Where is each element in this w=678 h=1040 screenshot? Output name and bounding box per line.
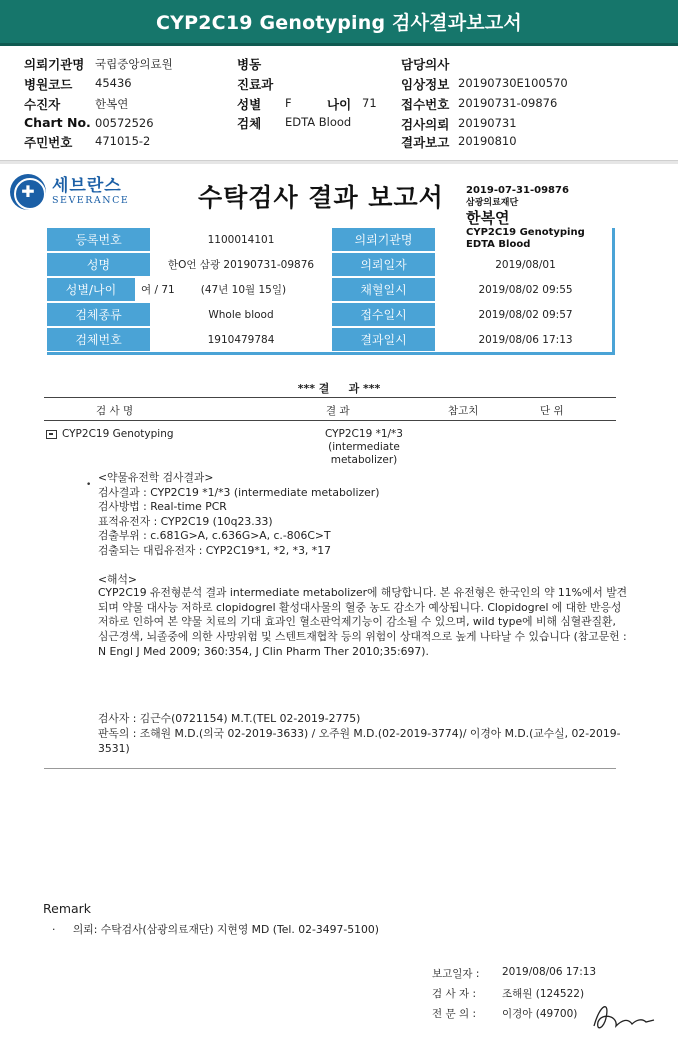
row-result-line: (intermediate	[328, 441, 400, 453]
patient-info-table	[47, 228, 612, 352]
department-label: 진료과	[237, 77, 274, 92]
resident-no-label: 주민번호	[24, 135, 73, 150]
pgx-line: 검사결과 : CYP2C19 *1/*3 (intermediate metabolizer)	[98, 485, 380, 499]
clinical-info-value: 20190730E100570	[458, 76, 568, 90]
receipt-no-value: 20190731-09876	[458, 96, 558, 110]
patient-value: 한복연	[95, 97, 129, 111]
results-heading: *** 결 과 ***	[297, 382, 381, 395]
specimen-no-value: 1910479784	[207, 333, 275, 346]
info-row	[47, 278, 612, 301]
report-title: 수탁검사 결과 보고서	[198, 183, 444, 212]
name-value: 한O언 삼광 20190731-09876	[167, 259, 315, 271]
sticker-test: CYP2C19 Genotyping	[466, 227, 585, 238]
collect-label: 채혈일시	[332, 278, 435, 301]
ward-label: 병동	[237, 57, 262, 72]
sex-label: 성별	[237, 97, 262, 112]
remark-text: 의뢰: 수탁검사(삼광의료재단) 지현영 MD (Tel. 02-3497-5100)	[72, 923, 379, 936]
severance-logo	[10, 174, 129, 210]
result-time-label: 결과일시	[332, 328, 435, 351]
request-date-label: 검사의뢰	[401, 117, 450, 132]
pgx-heading: <약물유전학 검사결과>	[98, 471, 214, 484]
ref-org-label: 의뢰기관명	[332, 228, 435, 251]
pgx-line: 검사방법 : Real-time PCR	[98, 500, 227, 514]
ref-date-value: 2019/08/01	[495, 258, 556, 271]
remark-item	[52, 922, 379, 937]
section-divider	[44, 768, 616, 769]
collect-value: 2019/08/02 09:55	[478, 283, 573, 296]
pgx-line: 검출되는 대립유전자 : CYP2C19*1, *2, *3, *17	[98, 543, 331, 557]
col-result: 결 과	[326, 405, 350, 417]
footer-tester: 조해원 (124522)	[502, 988, 585, 1000]
footer-report-date: 2019/08/06 17:13	[502, 966, 597, 978]
sex-age-value: 여 / 71	[141, 284, 175, 296]
receipt-time-value: 2019/08/02 09:57	[478, 308, 573, 321]
row-result-line: metabolizer)	[330, 454, 398, 466]
col-unit: 단 위	[540, 405, 564, 417]
col-reference: 참고치	[448, 405, 479, 417]
sticker-name: 한복연	[466, 209, 510, 227]
info-row	[47, 328, 612, 351]
sticker-org: 삼광의료재단	[466, 198, 519, 208]
severance-seal-icon	[10, 174, 46, 210]
footer-report-date-label: 보고일자 :	[432, 968, 480, 980]
specimen-type-label: 검체종류	[47, 303, 150, 326]
pgx-line: 검출부위 : c.681G>A, c.636G>A, c.-806C>T	[98, 529, 331, 543]
logo-english: SEVERANCE	[52, 195, 130, 206]
tester-line: 검사자 : 김근수(0721154) M.T.(TEL 02-2019-2775)	[98, 712, 361, 725]
specimen-no-label: 검체번호	[47, 328, 150, 351]
patient-label: 수진자	[24, 97, 61, 112]
remark-title: Remark	[43, 901, 92, 916]
request-header	[0, 46, 678, 164]
request-date-value: 20190731	[458, 116, 517, 130]
receipt-no-label: 접수번호	[401, 97, 450, 112]
name-label: 성명	[47, 253, 150, 276]
banner-title: CYP2C19 Genotyping 검사결과보고서	[156, 12, 522, 34]
info-row	[47, 303, 612, 326]
interpretation-text: CYP2C19 유전형분석 결과 intermediate metabolizer에 해당합니다. 본 유전형은 한국인의 약 11%에서 발견되며 약물 대사능 저하로 clopidogrel 활성대사물의 혈중 농도 감소가 예상됩니다. Clopidogrel 에 대한 반응성 저하로 인하여 본 약물 치료의 기대 효과인 혈소판억제기능이 감소될 수 있으며, wild type에 비해 심혈관질환, 심근경색, 뇌졸중에 의한 사망위험 및 스텐트재협착 등의 위험이 상대적으로 높게 나타날 수 있습니다 (참고문헌 : N Engl J Med 2009; 360:354, J Clin Pharm Ther 2010;35:697).	[98, 586, 628, 658]
report-date-value: 20190810	[458, 134, 517, 148]
reg-no-label: 등록번호	[47, 228, 150, 251]
clinical-info-label: 임상정보	[401, 77, 450, 92]
logo-korean: 세브란스	[52, 176, 122, 196]
footer-tester-label: 검 사 자 :	[432, 988, 476, 1000]
row-result	[306, 428, 422, 467]
handwritten-signature	[588, 996, 658, 1036]
footer-specialist-label: 전 문 의 :	[432, 1008, 476, 1020]
sex-value: F	[285, 96, 292, 110]
referring-hospital-value: 국립중앙의료원	[95, 57, 173, 71]
pgx-result-body	[98, 470, 628, 659]
report-banner	[0, 0, 678, 46]
report-date-label: 결과보고	[401, 135, 450, 150]
result-time-value: 2019/08/06 17:13	[478, 333, 573, 346]
age-value: 71	[362, 96, 377, 110]
specimen-type-value: Whole blood	[208, 308, 274, 321]
hospital-code-label: 병원코드	[24, 77, 73, 92]
birth-date-value: (47년 10월 15일)	[200, 284, 287, 296]
info-row	[47, 253, 612, 276]
specimen-value: EDTA Blood	[285, 115, 352, 129]
scanned-report	[0, 164, 678, 1040]
readers-line: 판독의 : 조해원 M.D.(의국 02-2019-3633) / 오주원 M.D.(02-2019-3774)/ 이경아 M.D.(교수실, 02-2019-3531)	[98, 726, 621, 755]
col-test-name: 검 사 명	[96, 405, 134, 417]
pgx-line: 표적유전자 : CYP2C19 (10q23.33)	[98, 514, 273, 528]
receipt-time-label: 접수일시	[332, 303, 435, 326]
bullet-icon: ·	[52, 923, 56, 936]
specimen-label: 검체	[237, 116, 262, 131]
resident-no-value: 471015-2	[95, 134, 151, 148]
physician-label: 담당의사	[401, 57, 450, 72]
ref-org-value	[439, 228, 612, 251]
test-box-icon	[46, 430, 57, 439]
results-table-header	[44, 397, 616, 421]
footer-specialist: 이경아 (49700)	[502, 1008, 578, 1020]
referring-hospital-label: 의뢰기관명	[24, 57, 85, 72]
ref-date-label: 의뢰일자	[332, 253, 435, 276]
row-test-name: CYP2C19 Genotyping	[62, 428, 174, 440]
signers	[98, 712, 628, 756]
info-row	[47, 228, 612, 251]
age-label: 나이	[327, 97, 352, 112]
row-result-line: CYP2C19 *1/*3	[324, 428, 403, 440]
table-row	[44, 426, 616, 472]
bullet-icon: •	[86, 480, 92, 490]
sticker-code: 2019-07-31-09876	[466, 185, 569, 196]
sex-age-value-group	[139, 278, 329, 301]
sex-age-label: 성별/나이	[47, 278, 135, 301]
chart-no-label: Chart No.	[24, 115, 91, 130]
reg-no-value: 1100014101	[207, 233, 275, 246]
sticker-specimen: EDTA Blood	[466, 239, 531, 250]
interpretation-heading: <해석>	[98, 572, 137, 586]
chart-no-value: 00572526	[95, 116, 154, 130]
hospital-code-value: 45436	[95, 76, 132, 90]
